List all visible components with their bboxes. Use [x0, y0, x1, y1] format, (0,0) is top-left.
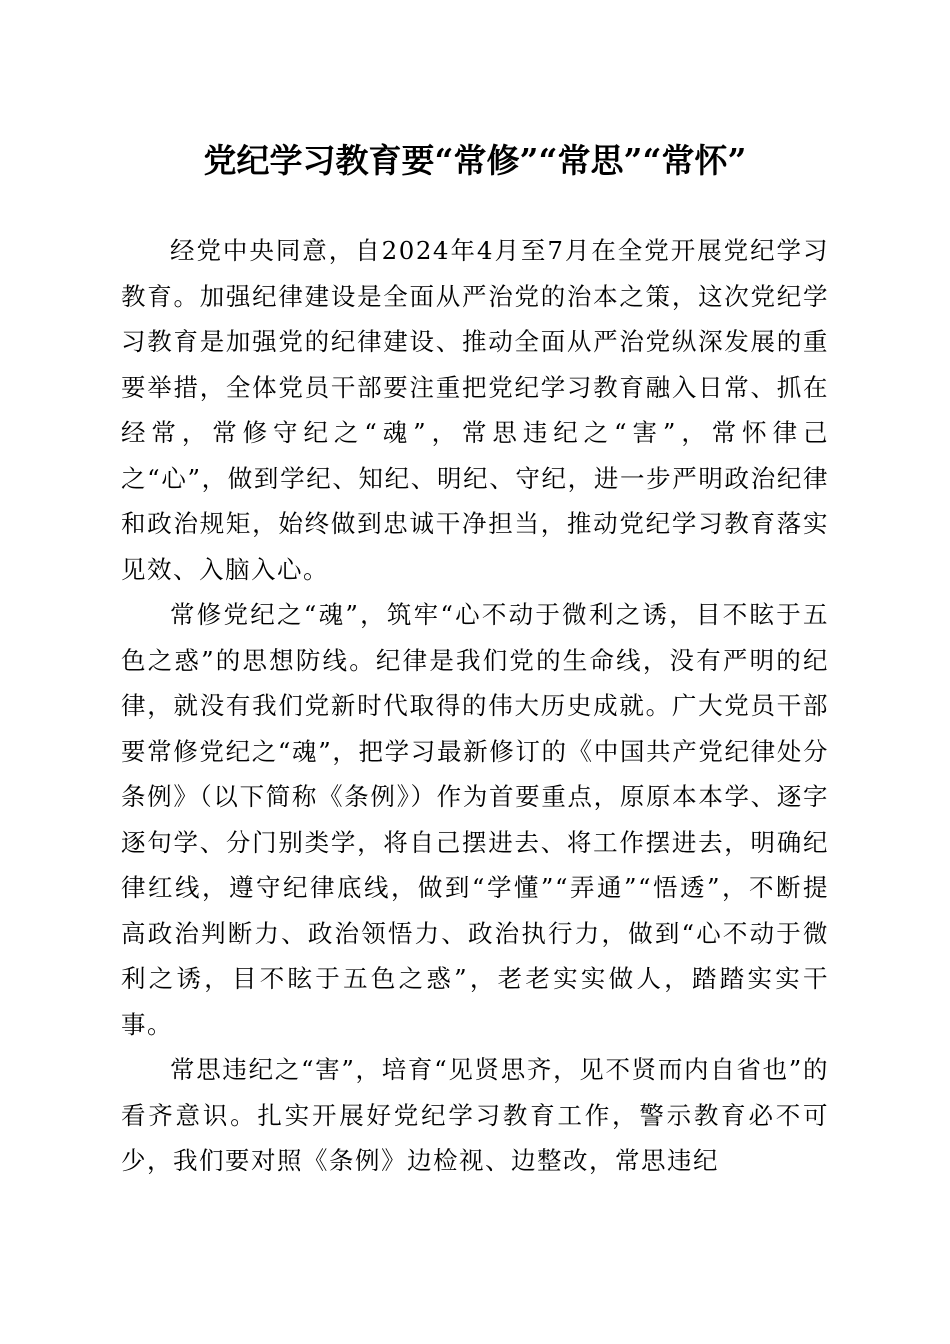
paragraph-intro: 经党中央同意，自2024年4月至7月在全党开展党纪学习教育。加强纪律建设是全面从严治党的治本之策，这次党纪学习教育是加强党的纪律建设、推动全面从严治党纵深发展的重要举措，全体党员干部要注重把党纪学习教育融入日常、抓在经常，常修守纪之“魂”，常思违纪之“害”，常怀律己之“心”，做到学纪、知纪、明纪、守纪，进一步严明政治纪律和政治规矩，始终做到忠诚干净担当，推动党纪学习教育落实见效、入脑入心。: [121, 236, 829, 584]
document-title: 党纪学习教育要“常修”“常思”“常怀”: [203, 141, 747, 180]
paragraph-chang-xiu: 常修党纪之“魂”，筑牢“心不动于微利之诱，目不眩于五色之惑”的思想防线。纪律是我们党的生命线，没有严明的纪律，就没有我们党新时代取得的伟大历史成就。广大党员干部要常修党纪之“魂”，把学习最新修订的《中国共产党纪律处分条例》（以下简称《条例》）作为首要重点，原原本本学、逐字逐句学、分门别类学，将自己摆进去、将工作摆进去，明确纪律红线，遵守纪律底线，做到“学懂”“弄通”“悟透”，不断提高政治判断力、政治领悟力、政治执行力，做到“心不动于微利之诱，目不眩于五色之惑”，老老实实做人，踏踏实实干事。: [121, 600, 829, 1039]
document-body: [121, 228, 829, 1184]
paragraph-chang-si: 常思违纪之“害”，培育“见贤思齐，见不贤而内自省也”的看齐意识。扎实开展好党纪学习教育工作，警示教育必不可少，我们要对照《条例》边检视、边整改，常思违纪: [121, 1055, 829, 1175]
